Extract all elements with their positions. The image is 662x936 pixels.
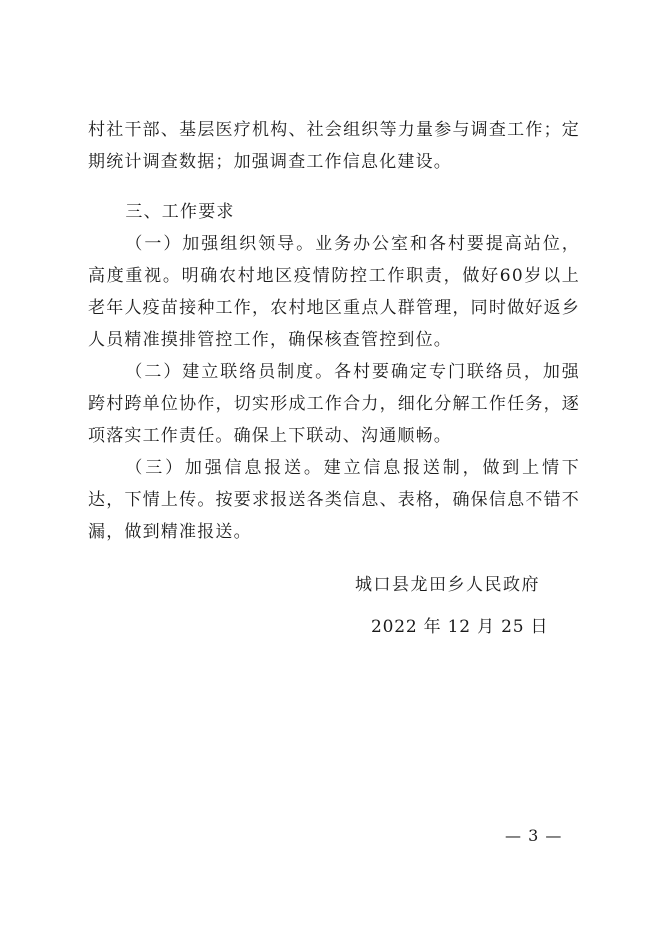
continuation-paragraph: 村社干部、基层医疗机构、社会组织等力量参与调查工作；定期统计调查数据；加强调查工作信息化建设。 [88,120,580,172]
issue-date: 2022 年 12 月 25 日 [371,617,549,637]
issuer-signature: 城口县龙田乡人民政府 [355,575,540,595]
page-number: — 3 — [505,826,563,845]
paragraph-reporting: （三）加强信息报送。建立信息报送制，做到上情下达，下情上传。按要求报送各类信息、表格，确保信息不错不漏，做到精准报送。 [88,458,580,542]
section-heading: 三、工作要求 [125,202,235,222]
paragraph-liaison: （二）建立联络员制度。各村要确定专门联络员，加强跨村跨单位协作，切实形成工作合力，细化分解工作任务，逐项落实工作责任。确保上下联动、沟通顺畅。 [88,362,580,446]
paragraph-organization: （一）加强组织领导。业务办公室和各村要提高站位，高度重视。明确农村地区疫情防控工作职责，做好60岁以上老年人疫苗接种工作，农村地区重点人群管理，同时做好返乡人员精准摸排管控工作，确保核查管控到位。 [88,234,580,350]
document-body [88,114,580,548]
